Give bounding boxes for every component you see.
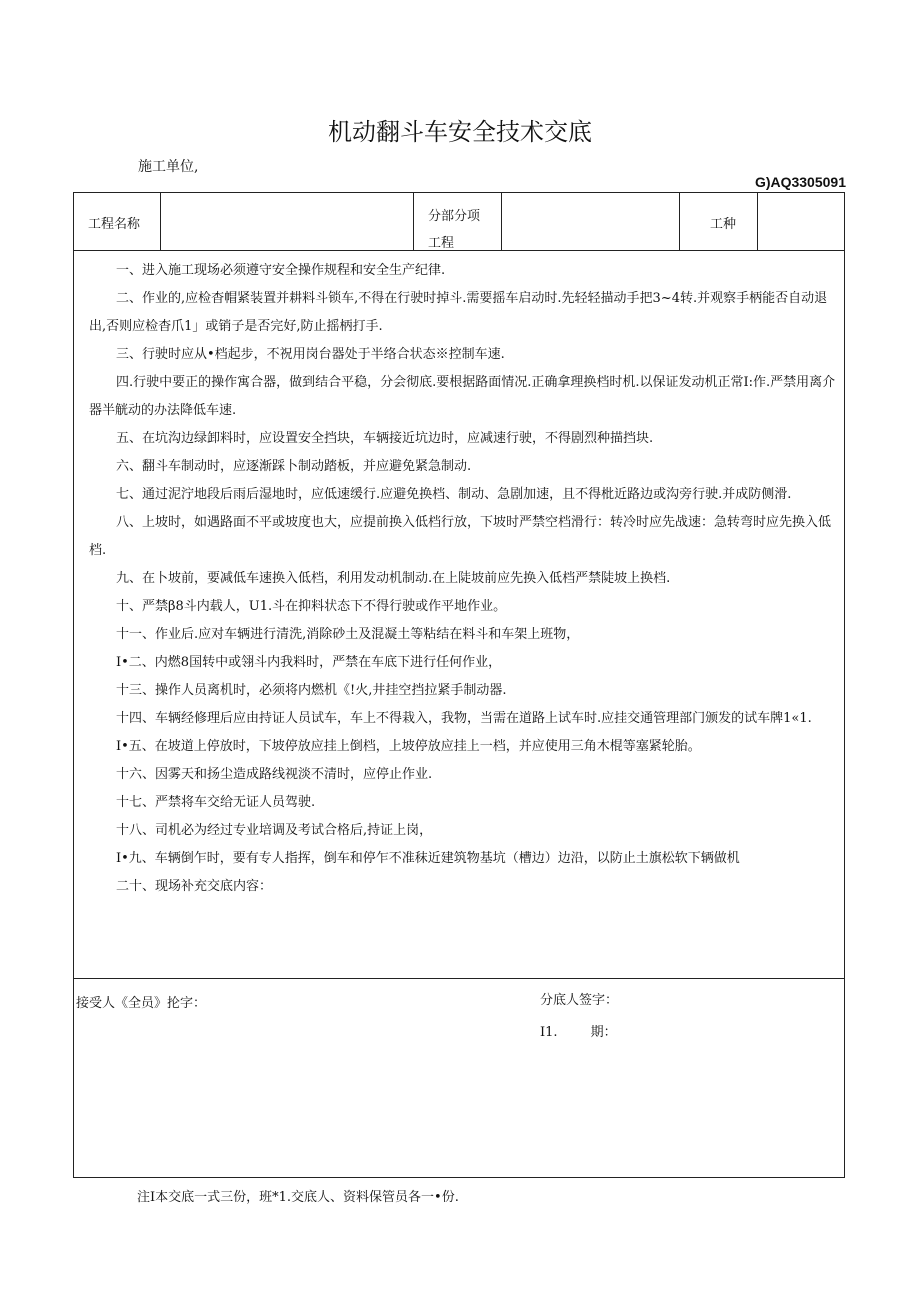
disclosure-form <box>73 192 845 1178</box>
rule-item: 八、上坡时，如遇路面不平或坡度也大，应提前换入低档行放，下坡时严禁空档滑行：转冷时应先战速：急转弯时应先换入低档. <box>89 515 832 558</box>
date-label: I1. 期： <box>540 1025 617 1040</box>
rule-item: 十八、司机必为经过专业培调及考试合格后,持证上岗， <box>116 823 433 838</box>
rule-item: I•九、车辆倒乍时，要有专人指挥，倒车和停乍不准秣近建筑物基坑（槽边）边沿，以防止土旗松软下辆做机 <box>116 851 740 866</box>
rule-item: 二、作业的,应检杳帽紧装置并耕料斗锁车,不得在行驶时掉斗.需要摇车启动时.先轻轻描动手把3~4转.并观察手柄能否自动退出,否则应检杳爪1」或销子是否完好,防止摇柄打手. <box>89 291 828 334</box>
header-row <box>74 193 844 251</box>
giver-signature-label: 分底人签字： <box>540 993 619 1008</box>
rule-item: 三、行驶时应从•档起步，不祝用岗台器处于半络合状态※控制车速. <box>116 347 505 362</box>
project-name-field[interactable] <box>161 193 414 250</box>
rule-item: I•五、在坡道上停放时，下坡停放应挂上倒档，上坡停放应挂上一档，并应使用三角木棍等塞紧轮胎。 <box>116 739 701 754</box>
trade-field[interactable] <box>758 193 844 250</box>
rule-item: 十三、操作人员离机时，必须将内燃机《!火,井挂空挡拉紧手制动器. <box>116 683 507 698</box>
rule-item: 一、进入施工现场必须遵守安全操作规程和安全生产纪律. <box>116 263 446 278</box>
rule-item: I•二、内燃8国转中或翎斗内我料时，严禁在车底下进行任何作业， <box>116 655 502 670</box>
sub-item-label-cell <box>414 193 502 250</box>
sub-item-label: 分部分项工程 <box>428 209 481 251</box>
rule-item: 五、在坑沟边绿卸料时，应设置安全挡块，车辆接近坑边时，应减速行驶，不得剧烈种描挡块. <box>116 431 654 446</box>
construction-unit-label: 施工单位, <box>138 159 199 175</box>
rule-item: 二十、现场补充交底内容： <box>116 879 273 894</box>
rule-list <box>74 257 844 901</box>
trade-label-cell <box>680 193 758 250</box>
rule-item: 九、在卜坡前，要减低车速换入低档，利用发动机制动.在上陡坡前应先换入低档严禁陡坡上换档. <box>116 571 671 586</box>
form-code: G)AQ3305091 <box>754 174 846 190</box>
rule-item: 十一、作业后.应对车辆进行清洗,消除砂土及混凝土等粘结在料斗和车架上班物， <box>116 627 580 642</box>
rule-item: 十、严禁β8斗内载人，U1.斗在抑料状态下不得行驶或作平地作业。 <box>116 599 507 614</box>
rule-item: 十七、严禁将车交给无证人员驾驶. <box>116 795 316 810</box>
receiver-signature-label: 接受人《全员》抡字： <box>76 996 207 1011</box>
trade-label: 工种 <box>710 217 737 232</box>
project-name-label: 工程名称 <box>88 217 141 232</box>
page-title: 机动翻斗车安全技术交底 <box>328 118 592 146</box>
project-name-label-cell <box>74 193 161 250</box>
rule-item: 七、通过泥泞地段后雨后湿地时，应低速缓行.应避免换档、制动、急剧加速，且不得枇近路边或沟旁行驶.并成防侧滑. <box>116 487 792 502</box>
rule-item: 六、翻斗车制动时，应逐渐踩卜制动踏板，并应避免紧急制动. <box>116 459 472 474</box>
footnote: 注I本交底一式三份，班*1.交底人、资料保管员各一•份. <box>137 1190 459 1205</box>
rule-item: 十四、车辆经修理后应由持证人员试车，车上不得栽入，我物，当需在道路上试车时.应挂交通管理部门颁发的试车牌1«1. <box>116 711 812 726</box>
rule-item: 十六、因雾天和扬尘造成路线视淡不清时，应停止作业. <box>116 767 433 782</box>
sub-item-field[interactable] <box>502 193 680 250</box>
rule-item: 四.行驶中要正的操作寓合器，做到结合平稳，分会彻底.要根据路面情况.正确拿理换档时机.以保证发动机正常I:作.严禁用离介器半觥动的办法降低车速. <box>89 375 836 418</box>
